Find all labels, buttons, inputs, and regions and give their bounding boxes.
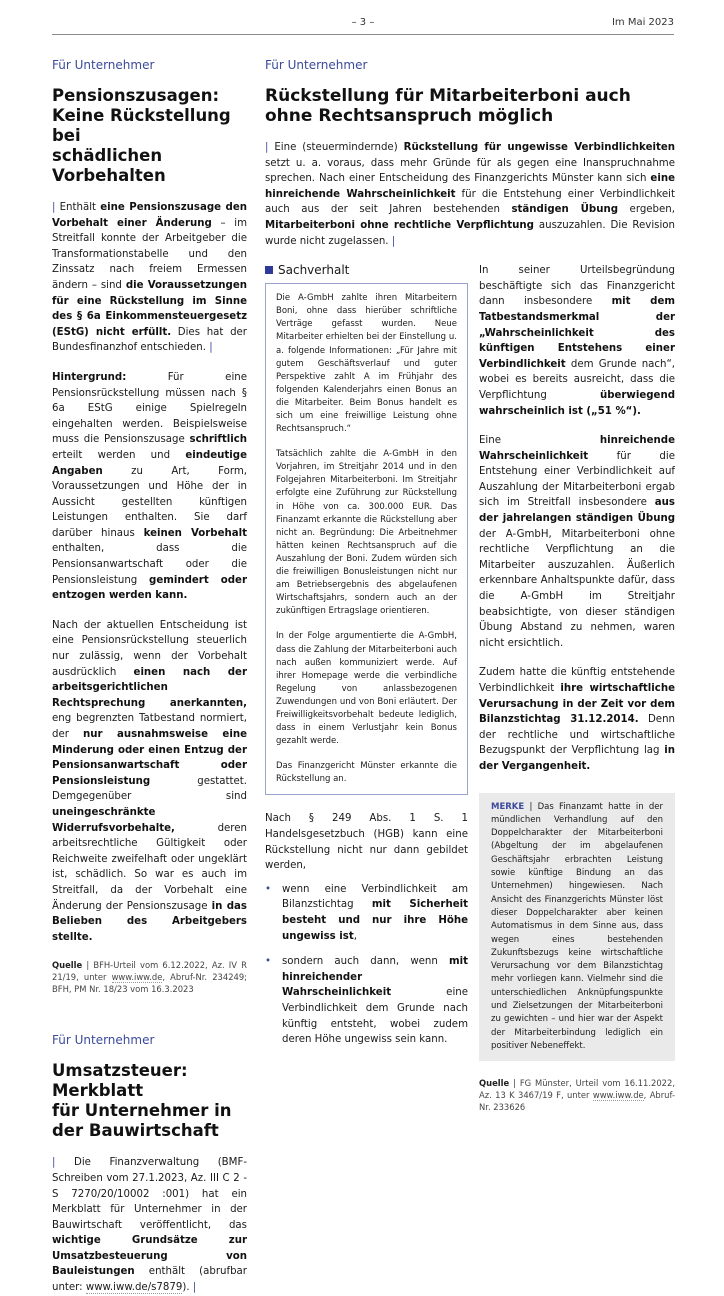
left-column bbox=[52, 58, 247, 1296]
hgb-list bbox=[265, 882, 468, 1048]
merke-box: MERKE | Das Finanzamt hatte in der mündlichen Verhandlung auf den Doppelcharakter der Mitarbeiterboni (Abgeltung der im abgelaufenen Geschäftsjahr erbrachten Leistung sowie künftige Bindung an das Unternehmen) hingewiesen. Nach Ansicht des Finanzgerichts Münster löst dieser Doppelcharakter aber keinen Automatismus in dem Sinne aus, dass wegen eines bestehenden Zukunftsbezugs keine wirtschaftliche Verursachung vor dem Bilanzstichtag mehr vorliegen kann. Vielmehr sind die unterschiedlichen Anknüpfungspunkte und Zielsetzungen der Mitarbeiterboni zu gewichten – und hier war der Aspekt der Mitarbeiterbindung lediglich ein positiver Nebeneffekt. bbox=[479, 793, 675, 1062]
source-link[interactable]: www.iww.de bbox=[592, 1090, 644, 1101]
bullet-icon: • bbox=[265, 883, 272, 895]
issue-date: Im Mai 2023 bbox=[611, 17, 674, 28]
box-paragraph: Das Finanzgericht Münster erkannte die Rückstellung an. bbox=[276, 761, 457, 785]
article-body bbox=[265, 263, 675, 1113]
paragraph-urteilsbegruendung: In seiner Urteilsbegründung beschäftigte sich das Finanzgericht dann insbesondere mit dem Tatbestandsmerkmal der „Wahrscheinlichkeit des künftigen Entstehens einer Verbindlichkeit dem Grunde nach“, wobei es bereits ausreicht, dass die Verpflichtung überwiegend wahrscheinlich ist („51 %“). bbox=[479, 265, 675, 417]
paragraph-wahrscheinlichkeit: Eine hinreichende Wahrscheinlichkeit für die Entstehung einer Verbindlichkeit auf Auszahlung der Mitarbeiterboni ergab sich im Streitfall insbesondere aus der jahrelangen ständigen Übung der A-GmbH, Mitarbeiterboni ohne rechtliche Verpflichtung an die Mitarbeiter auszuzahlen. Äußerlich erkennbare Anhaltspunkte dafür, dass die A-GmbH im Streitjahr beabsichtigte, von dieser ständigen Übung Abstand zu nehmen, waren nicht ersichtlich. bbox=[479, 435, 675, 649]
article-lead: | Die Finanzverwaltung (BMF-Schreiben vom 27.1.2023, Az. III C 2 - S 7270/20/10002 :001) hat ein Merkblatt für Unternehmer in der Bauwirtschaft veröffentlicht, das wichtige Grundsätze zur Umsatzbesteuerung von Bauleistungen enthält (abrufbar unter: www.iww.de/s7879). | bbox=[52, 1157, 247, 1294]
article-lead: | Enthält eine Pensionszusage den Vorbehalt einer Änderung – im Streitfall konnte der Arbeitgeber die Transformationstabelle und den Zinssatz nach freiem Ermessen ändern – sind die Voraussetzungen für eine Rückstellung im Sinne des § 6a Einkommensteuergesetz (EStG) nicht erfüllt. Dies hat der Bundesfinanzhof entschieden. | bbox=[52, 202, 248, 354]
paragraph-hgb: Nach § 249 Abs. 1 S. 1 Handelsgesetzbuch (HGB) kann eine Rückstellung nicht nur dann gebildet werden, bbox=[265, 813, 468, 872]
right-column bbox=[265, 58, 675, 1113]
source-citation: Quelle | FG Münster, Urteil vom 16.11.2022, Az. 13 K 3467/19 F, unter www.iww.de, Abruf-Nr. 233626 bbox=[479, 1078, 675, 1113]
article-title: Pensionszusagen: Keine Rückstellung bei schädlichen Vorbehalten bbox=[52, 86, 231, 185]
article-kicker: Für Unternehmer bbox=[52, 1033, 155, 1048]
article-title: Rückstellung für Mitarbeiterboni auch ohne Rechtsanspruch möglich bbox=[265, 86, 631, 126]
section-heading-sachverhalt: Sachverhalt bbox=[265, 263, 468, 277]
source-link[interactable]: www.iww.de bbox=[111, 972, 163, 983]
body-right bbox=[479, 263, 675, 1113]
merke-label: MERKE bbox=[491, 801, 525, 812]
box-paragraph: Tatsächlich zahlte die A-GmbH in den Vorjahren, im Streitjahr 2014 und in den Folgejahren Mitarbeiterboni. Im Streitjahr erfolgte eine Zuführung zur Rückstellung in Höhe von ca. 300.000 EUR. Das Finanzamt erkannte die Rückstellung aber nicht an. Begründung: Die Arbeitnehmer hätten keinen Rechtsanspruch auf die Auszahlung der Boni. Zudem würden sich die freiwilligen Bonusleistungen nicht nur am Betriebsergebnis des abgelaufenen Wirtschaftsjahrs, sondern auch an der zukünftigen Ertragslage orientieren. bbox=[276, 449, 457, 617]
body-left bbox=[265, 263, 468, 1048]
box-paragraph: Die A-GmbH zahlte ihren Mitarbeitern Boni, ohne dass hierüber schriftliche Verträge gefasst wurden. Neue Mitarbeiter erhielten bei der Einstellung u. a. folgende Informationen: „Für Jahre mit gutem Geschäftsverlauf und guter Perspektive zahlt A im Frühjahr des folgenden Kalenderjahrs einen Bonus an die Mitarbeiter. Beim Bonus handelt es sich um eine freiwillige Leistung ohne Rechtsanspruch.“ bbox=[276, 293, 457, 435]
list-item: • wenn eine Verbindlichkeit am Bilanzstichtag mit Sicherheit besteht und nur ihre Höhe ungewiss ist, bbox=[265, 883, 468, 942]
source-citation: Quelle | BFH-Urteil vom 6.12.2022, Az. IV R 21/19, unter www.iww.de, Abruf-Nr. 234249; BFH, PM Nr. 18/23 vom 16.3.2023 bbox=[52, 960, 248, 995]
article-kicker: Für Unternehmer bbox=[52, 58, 155, 72]
page-header bbox=[52, 14, 674, 35]
article-lead: | Eine (steuermindernde) Rückstellung für ungewisse Verbindlichkeiten setzt u. a. voraus, dass mehr Gründe für als gegen eine Inanspruchnahme sprechen. Nach einer Entscheidung des Finanzgerichts Münster kann sich eine hinreichende Wahrscheinlichkeit für die Entstehung einer Verbindlichkeit auch aus der seit Jahren bestehenden ständigen Übung ergeben, Mitarbeiterboni ohne rechtliche Verpflichtung auszuzahlen. Die Revision wurde nicht zugelassen. | bbox=[265, 142, 675, 247]
article-pensionszusagen bbox=[52, 58, 247, 995]
article-title: Umsatzsteuer: Merkblatt für Unternehmer in der Bauwirtschaft bbox=[52, 1061, 232, 1141]
page-number: – 3 – bbox=[351, 17, 375, 28]
merkblatt-link[interactable]: www.iww.de/s7879 bbox=[85, 1282, 183, 1294]
list-item: • sondern auch dann, wenn mit hinreichender Wahrscheinlichkeit eine Verbindlichkeit dem Grunde nach künftig entsteht, wobei zudem deren Höhe ungewiss sein kann. bbox=[265, 956, 468, 1046]
paragraph-hintergrund: Hintergrund: Für eine Pensionsrückstellung müssen nach § 6a EStG einige Spielregeln eingehalten werden. Beispielsweise muss die Pensionszusage schriftlich erteilt werden und eindeutige Angaben zu Art, Form, Voraussetzungen und Höhe der in Aussicht gestellten künftigen Leistungen enthalten. Sie darf darüber hinaus keinen Vorbehalt enthalten, dass die Pensionsanwartschaft oder die Pensionsleistung gemindert oder entzogen werden kann. bbox=[52, 371, 247, 602]
article-umsatzsteuer bbox=[52, 1033, 247, 1295]
sachverhalt-box bbox=[265, 283, 468, 795]
box-paragraph: In der Folge argumentierte die A-GmbH, dass die Zahlung der Mitarbeiterboni auch nach außen kommuniziert werde. Auf ihrer Homepage werde die verbindliche Regelung von anlassbezogenen Zuwendungen und von Boni erläutert. Der Freiwilligkeitsvorbehalt bedeute lediglich, dass in einem Verlustjahr kein Bonus gezahlt werde. bbox=[276, 631, 457, 747]
paragraph-verursachung: Zudem hatte die künftig entstehende Verbindlichkeit ihre wirtschaftliche Verursachung in der Zeit vor dem Bilanzstichtag 31.12.2014. Denn der rechtliche und wirtschaftliche Bezugspunkt der Verpflichtung lag in der Vergangenheit. bbox=[479, 667, 675, 772]
square-bullet-icon bbox=[265, 266, 273, 274]
paragraph-entscheidung: Nach der aktuellen Entscheidung ist eine Pensionsrückstellung steuerlich nur zulässig, wenn der Vorbehalt ausdrücklich einen nach der arbeitsgerichtlichen Rechtsprechung anerkannten, eng begrenzten Tatbestand normiert, der nur ausnahmsweise eine Minderung oder einen Entzug der Pensionsanwartschaft oder Pensionsleistung gestattet. Demgegenüber sind uneingeschränkte Widerrufsvorbehalte, deren arbeitsrechtliche Gültigkeit oder Reichweite zweifelhaft oder ungeklärt ist, schädlich. So war es auch im Streitfall, da der Vorbehalt eine Änderung der Pensionszusage in das Belieben des Arbeitgebers stellte. bbox=[52, 619, 247, 943]
article-kicker: Für Unternehmer bbox=[265, 58, 368, 72]
bullet-icon: • bbox=[265, 956, 272, 968]
